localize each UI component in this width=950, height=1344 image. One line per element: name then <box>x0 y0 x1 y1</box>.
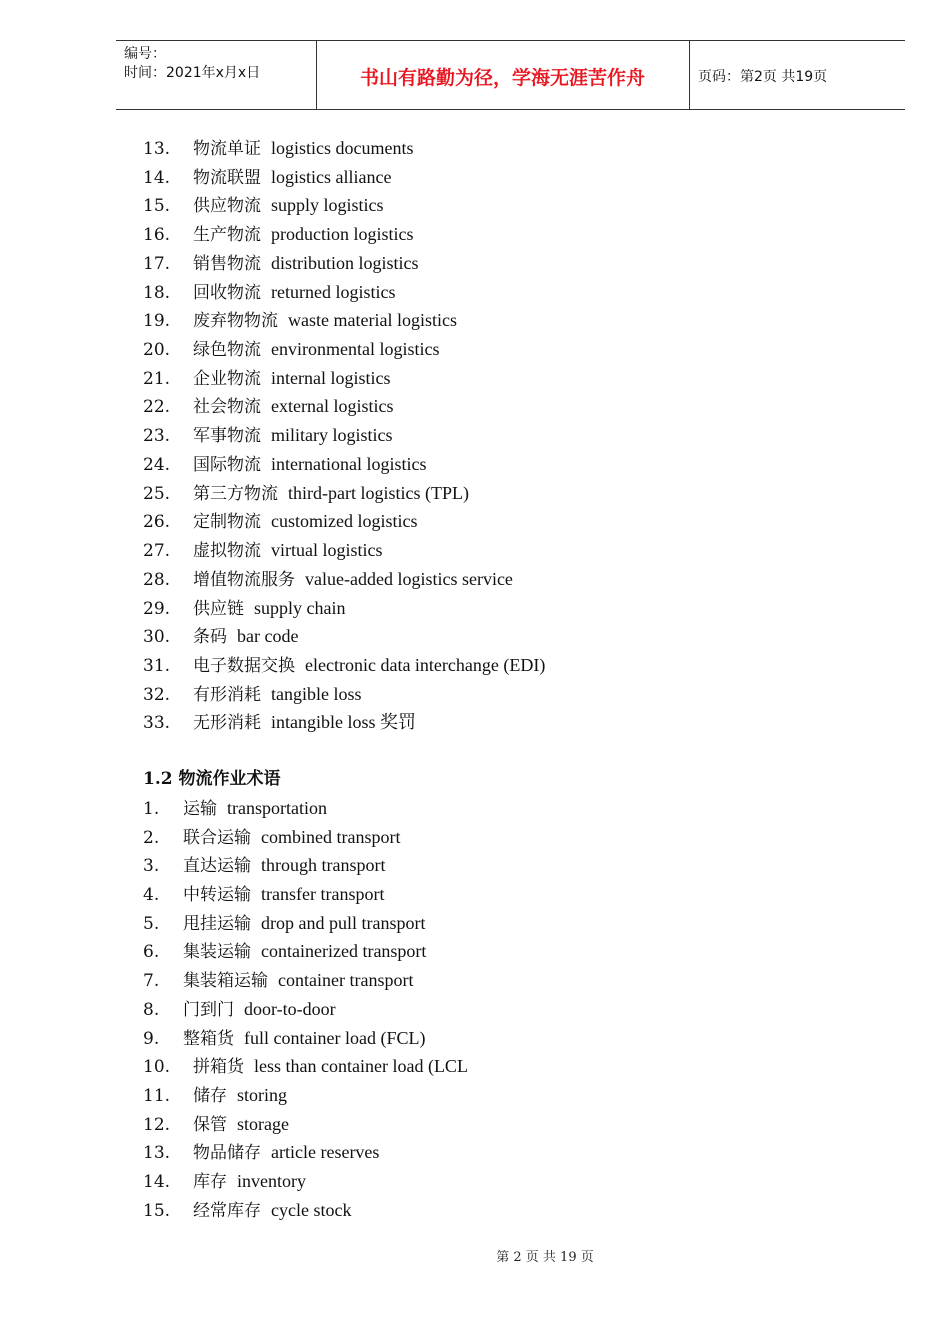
term-english: external logistics <box>271 396 394 417</box>
term-chinese: 集装运输 <box>183 942 251 963</box>
term-chinese: 国际物流 <box>193 454 261 475</box>
term-item <box>143 594 843 623</box>
term-number: 23. <box>143 426 171 447</box>
term-item <box>143 1138 843 1167</box>
term-chinese: 整箱货 <box>183 1028 234 1049</box>
term-chinese: 社会物流 <box>193 397 261 418</box>
term-chinese: 甩挂运输 <box>183 913 251 934</box>
term-english: cycle stock <box>271 1199 352 1220</box>
term-english: production logistics <box>271 224 414 245</box>
term-number: 2. <box>143 827 160 848</box>
term-item <box>143 823 843 852</box>
term-chinese: 门到门 <box>183 999 234 1020</box>
term-item <box>143 909 843 938</box>
term-chinese: 运输 <box>183 798 217 819</box>
term-english: distribution logistics <box>271 252 419 273</box>
term-number: 19. <box>143 311 171 332</box>
term-english: logistics alliance <box>271 166 392 187</box>
term-chinese: 经常库存 <box>193 1200 261 1221</box>
term-number: 15. <box>143 196 171 217</box>
term-english: intangible loss 奖罚 <box>271 712 416 733</box>
term-english: transportation <box>227 797 327 818</box>
term-number: 29. <box>143 598 171 619</box>
term-chinese: 直达运输 <box>183 856 251 877</box>
term-number: 32. <box>143 684 171 705</box>
term-chinese: 销售物流 <box>193 253 261 274</box>
page-footer: 第 2 页 共 19 页 <box>496 1250 594 1265</box>
term-number: 16. <box>143 225 171 246</box>
term-chinese: 物流联盟 <box>193 167 261 188</box>
term-chinese: 储存 <box>193 1086 227 1106</box>
term-number: 31. <box>143 655 171 676</box>
term-english: tangible loss <box>271 683 362 704</box>
term-english: value-added logistics service <box>305 568 513 589</box>
term-item <box>143 479 843 508</box>
term-item <box>143 1167 843 1196</box>
term-chinese: 物品储存 <box>193 1143 261 1164</box>
term-number: 27. <box>143 541 171 562</box>
term-chinese: 库存 <box>193 1172 227 1193</box>
term-number: 10. <box>143 1057 171 1078</box>
term-item <box>143 651 843 680</box>
term-chinese: 有形消耗 <box>193 684 261 705</box>
term-english: through transport <box>261 855 386 876</box>
term-number: 7. <box>143 971 160 992</box>
term-chinese: 企业物流 <box>193 368 261 389</box>
term-english: less than container load (LCL <box>254 1056 468 1077</box>
term-number: 28. <box>143 569 171 590</box>
term-number: 3. <box>143 856 160 877</box>
term-number: 5. <box>143 913 160 934</box>
term-number: 14. <box>143 1172 171 1193</box>
term-chinese: 回收物流 <box>193 282 261 303</box>
term-chinese: 联合运输 <box>183 827 251 848</box>
term-number: 26. <box>143 512 171 533</box>
term-chinese: 拼箱货 <box>193 1057 244 1078</box>
term-english: electronic data interchange (EDI) <box>305 654 546 675</box>
term-number: 21. <box>143 368 171 389</box>
term-number: 20. <box>143 340 171 361</box>
term-chinese: 条码 <box>193 627 227 648</box>
term-english: transfer transport <box>261 883 385 904</box>
term-english: waste material logistics <box>288 310 457 331</box>
term-english: article reserves <box>271 1142 380 1163</box>
term-english: inventory <box>237 1171 306 1192</box>
term-number: 14. <box>143 167 171 188</box>
term-english: logistics documents <box>271 138 414 158</box>
term-item <box>143 163 843 192</box>
term-number: 15. <box>143 1200 171 1221</box>
term-item <box>143 1081 843 1110</box>
header-motto: 书山有路勤为径，学海无涯苦作舟 <box>359 67 645 89</box>
term-item <box>143 680 843 709</box>
term-english: returned logistics <box>271 281 396 302</box>
term-item <box>143 937 843 966</box>
term-number: 11. <box>143 1086 171 1106</box>
term-english: virtual logistics <box>271 540 383 561</box>
term-english: storage <box>237 1113 289 1134</box>
term-english: storing <box>237 1085 288 1105</box>
term-number: 1. <box>143 798 160 819</box>
term-number: 13. <box>143 1143 171 1164</box>
term-english: customized logistics <box>271 511 418 532</box>
term-chinese: 虚拟物流 <box>193 541 261 562</box>
term-chinese: 军事物流 <box>193 426 261 447</box>
term-english: bar code <box>237 626 299 647</box>
term-item <box>143 1196 843 1225</box>
term-item <box>143 995 843 1024</box>
term-chinese: 电子数据交换 <box>193 655 295 676</box>
term-english: container transport <box>278 970 414 991</box>
term-item <box>143 794 843 823</box>
term-english: internal logistics <box>271 367 391 388</box>
term-chinese: 增值物流服务 <box>193 569 295 590</box>
document-body <box>143 134 843 1225</box>
term-english: containerized transport <box>261 941 427 962</box>
term-english: third-part logistics (TPL) <box>288 482 469 503</box>
term-chinese: 保管 <box>193 1114 227 1135</box>
term-chinese: 集装箱运输 <box>183 971 268 992</box>
term-english: military logistics <box>271 425 393 446</box>
term-english: combined transport <box>261 826 401 847</box>
term-english: international logistics <box>271 453 427 474</box>
term-chinese: 第三方物流 <box>193 483 278 504</box>
term-number: 13. <box>143 139 171 159</box>
term-item <box>143 191 843 220</box>
term-english: full container load (FCL) <box>244 1027 426 1048</box>
term-item <box>143 364 843 393</box>
header-meta-cell <box>116 41 317 109</box>
term-item <box>143 421 843 450</box>
term-item <box>143 306 843 335</box>
term-number: 30. <box>143 627 171 648</box>
term-chinese: 绿色物流 <box>193 340 261 361</box>
term-number: 8. <box>143 999 160 1020</box>
term-item <box>143 134 843 163</box>
term-item <box>143 392 843 421</box>
term-number: 6. <box>143 942 160 963</box>
page-header <box>116 40 905 110</box>
term-item <box>143 565 843 594</box>
term-number: 17. <box>143 253 171 274</box>
term-english: drop and pull transport <box>261 912 426 933</box>
term-item <box>143 1052 843 1081</box>
term-number: 18. <box>143 282 171 303</box>
term-chinese: 生产物流 <box>193 225 261 246</box>
document-date-label: 时间：2021年x月x日 <box>124 65 261 81</box>
term-item <box>143 249 843 278</box>
term-english: door-to-door <box>244 998 336 1019</box>
term-number: 33. <box>143 713 171 734</box>
header-motto-cell <box>316 41 690 109</box>
term-chinese: 废弃物物流 <box>193 311 278 332</box>
term-item <box>143 220 843 249</box>
term-english: supply chain <box>254 597 346 618</box>
term-item <box>143 278 843 307</box>
term-chinese: 无形消耗 <box>193 713 261 734</box>
term-english: supply logistics <box>271 195 384 216</box>
term-number: 25. <box>143 483 171 504</box>
term-number: 22. <box>143 397 171 418</box>
term-item <box>143 1024 843 1053</box>
term-item <box>143 450 843 479</box>
term-chinese: 中转运输 <box>183 884 251 905</box>
section-gap <box>143 737 843 765</box>
term-chinese: 定制物流 <box>193 512 261 533</box>
term-chinese: 供应物流 <box>193 196 261 217</box>
term-item <box>143 880 843 909</box>
section-title: 1.2 物流作业术语 <box>143 769 281 790</box>
term-item <box>143 507 843 536</box>
term-item <box>143 1110 843 1139</box>
term-list-operations <box>143 794 843 1225</box>
term-number: 4. <box>143 884 160 905</box>
term-chinese: 供应链 <box>193 598 244 619</box>
term-list-general <box>143 134 843 737</box>
term-number: 9. <box>143 1028 160 1049</box>
header-page-cell <box>690 41 905 109</box>
term-item <box>143 708 843 737</box>
document-code-label: 编号： <box>124 46 166 62</box>
term-item <box>143 536 843 565</box>
term-number: 12. <box>143 1114 171 1135</box>
header-page-info: 页码：第2页 共19页 <box>698 69 828 85</box>
term-item <box>143 851 843 880</box>
term-english: environmental logistics <box>271 339 440 360</box>
term-item <box>143 622 843 651</box>
term-number: 24. <box>143 454 171 475</box>
term-item <box>143 335 843 364</box>
term-item <box>143 966 843 995</box>
term-chinese: 物流单证 <box>193 139 261 159</box>
